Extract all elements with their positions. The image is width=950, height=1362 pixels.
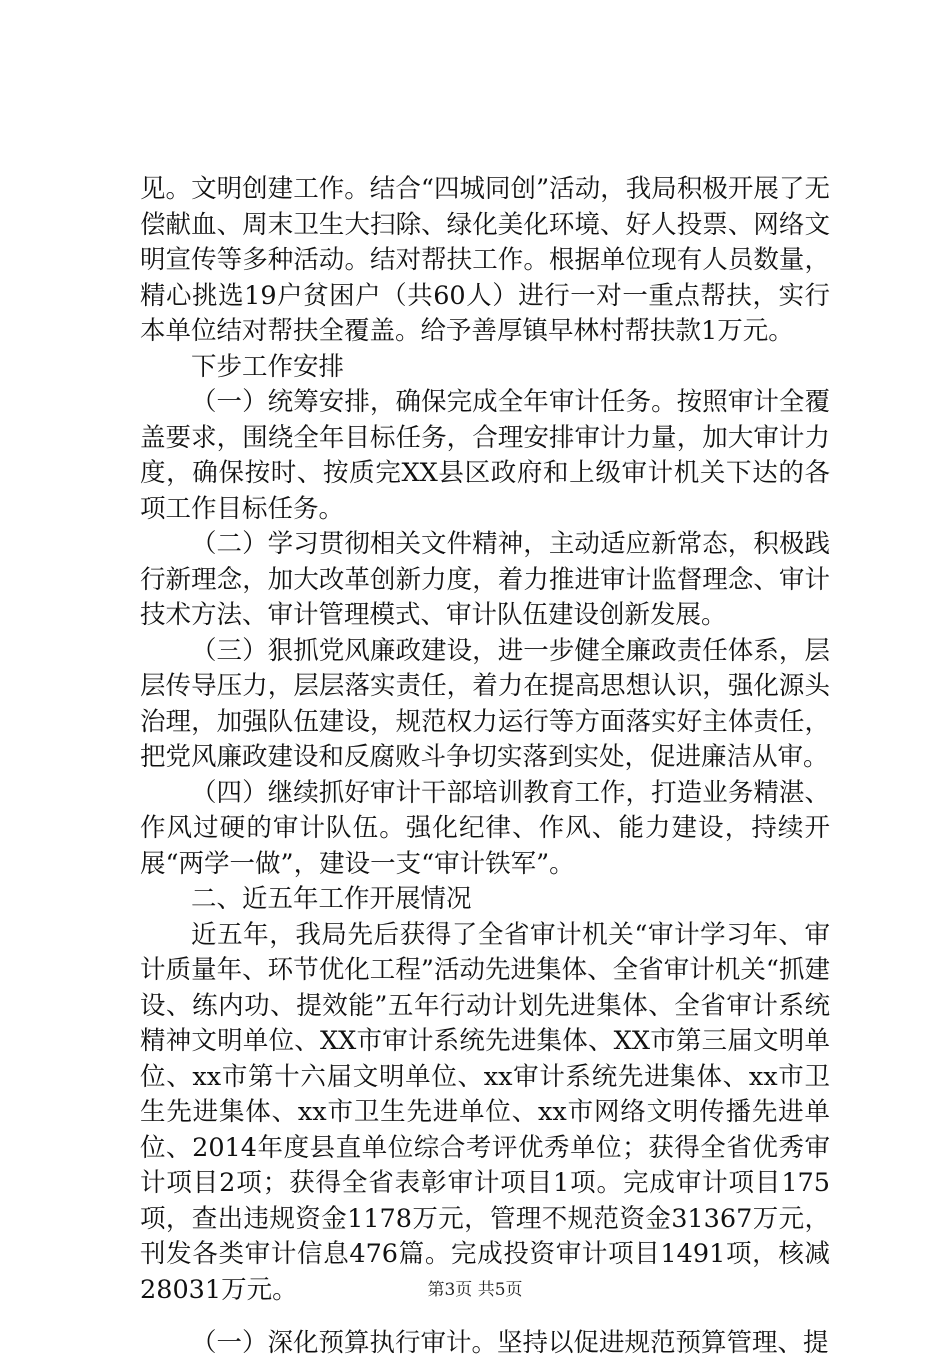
paragraph-next-step-4: （四）继续抓好审计干部培训教育工作，打造业务精湛、作风过硬的审计队伍。强化纪律、作风、能力建设，持续开展“两学一做”，建设一支“审计铁军”。 <box>140 777 830 879</box>
paragraph-next-step-2: （二）学习贯彻相关文件精神，主动适应新常态，积极践行新理念，加大改革创新力度，着力推进审计监督理念、审计技术方法、审计管理模式、审计队伍建设创新发展。 <box>140 529 830 630</box>
paragraph-next-step-3: （三）狠抓党风廉政建设，进一步健全廉政责任体系，层层传导压力，层层落实责任，着力在提高思想认识，强化源头治理，加强队伍建设，规范权力运行等方面落实好主体责任，把党风廉政建设和反腐败斗争切实落到实处，促进廉洁从审。 <box>140 635 830 772</box>
paragraph-civilization-work: 见。文明创建工作。结合“四城同创”活动，我局积极开展了无偿献血、周末卫生大扫除、绿化美化环境、好人投票、网络文明宣传等多种活动。结对帮扶工作。根据单位现有人员数量，精心挑选19户贫困户（共60人）进行一对一重点帮扶，实行本单位结对帮扶全覆盖。给予善厚镇早林村帮扶款1万元。 <box>140 174 830 346</box>
document-body <box>140 172 830 1362</box>
paragraph-budget-audit: （一）深化预算执行审计。坚持以促进规范预算管理、提 <box>191 1328 829 1358</box>
page-number-footer: 第3页 共5页 <box>427 1280 523 1300</box>
paragraph-next-step-1: （一）统筹安排，确保完成全年审计任务。按照审计全覆盖要求，围绕全年目标任务，合理安排审计力量，加大审计力度，确保按时、按质完XX县区政府和上级审计机关下达的各项工作目标任务。 <box>140 387 830 524</box>
paragraph-five-years-summary: 近五年，我局先后获得了全省审计机关“审计学习年、审计质量年、环节优化工程”活动先进集体、全省审计机关“抓建设、练内功、提效能”五年行动计划先进集体、全省审计系统精神文明单位、XX市审计系统先进集体、XX市第三届文明单位、xx市第十六届文明单位、xx审计系统先进集体、xx市卫生先进集体、xx市卫生先进单位、xx市网络文明传播先进单位、2014年度县直单位综合考评优秀单位；获得全省优秀审计项目2项；获得全省表彰审计项目1项。完成审计项目175项，查出违规资金1178万元，管理不规范资金31367万元，刊发各类审计信息476篇。完成投资审计项目1491项，核减28031万元。 <box>140 919 830 1305</box>
heading-next-steps: 下步工作安排 <box>191 351 345 382</box>
heading-five-years: 二、近五年工作开展情况 <box>191 884 472 914</box>
